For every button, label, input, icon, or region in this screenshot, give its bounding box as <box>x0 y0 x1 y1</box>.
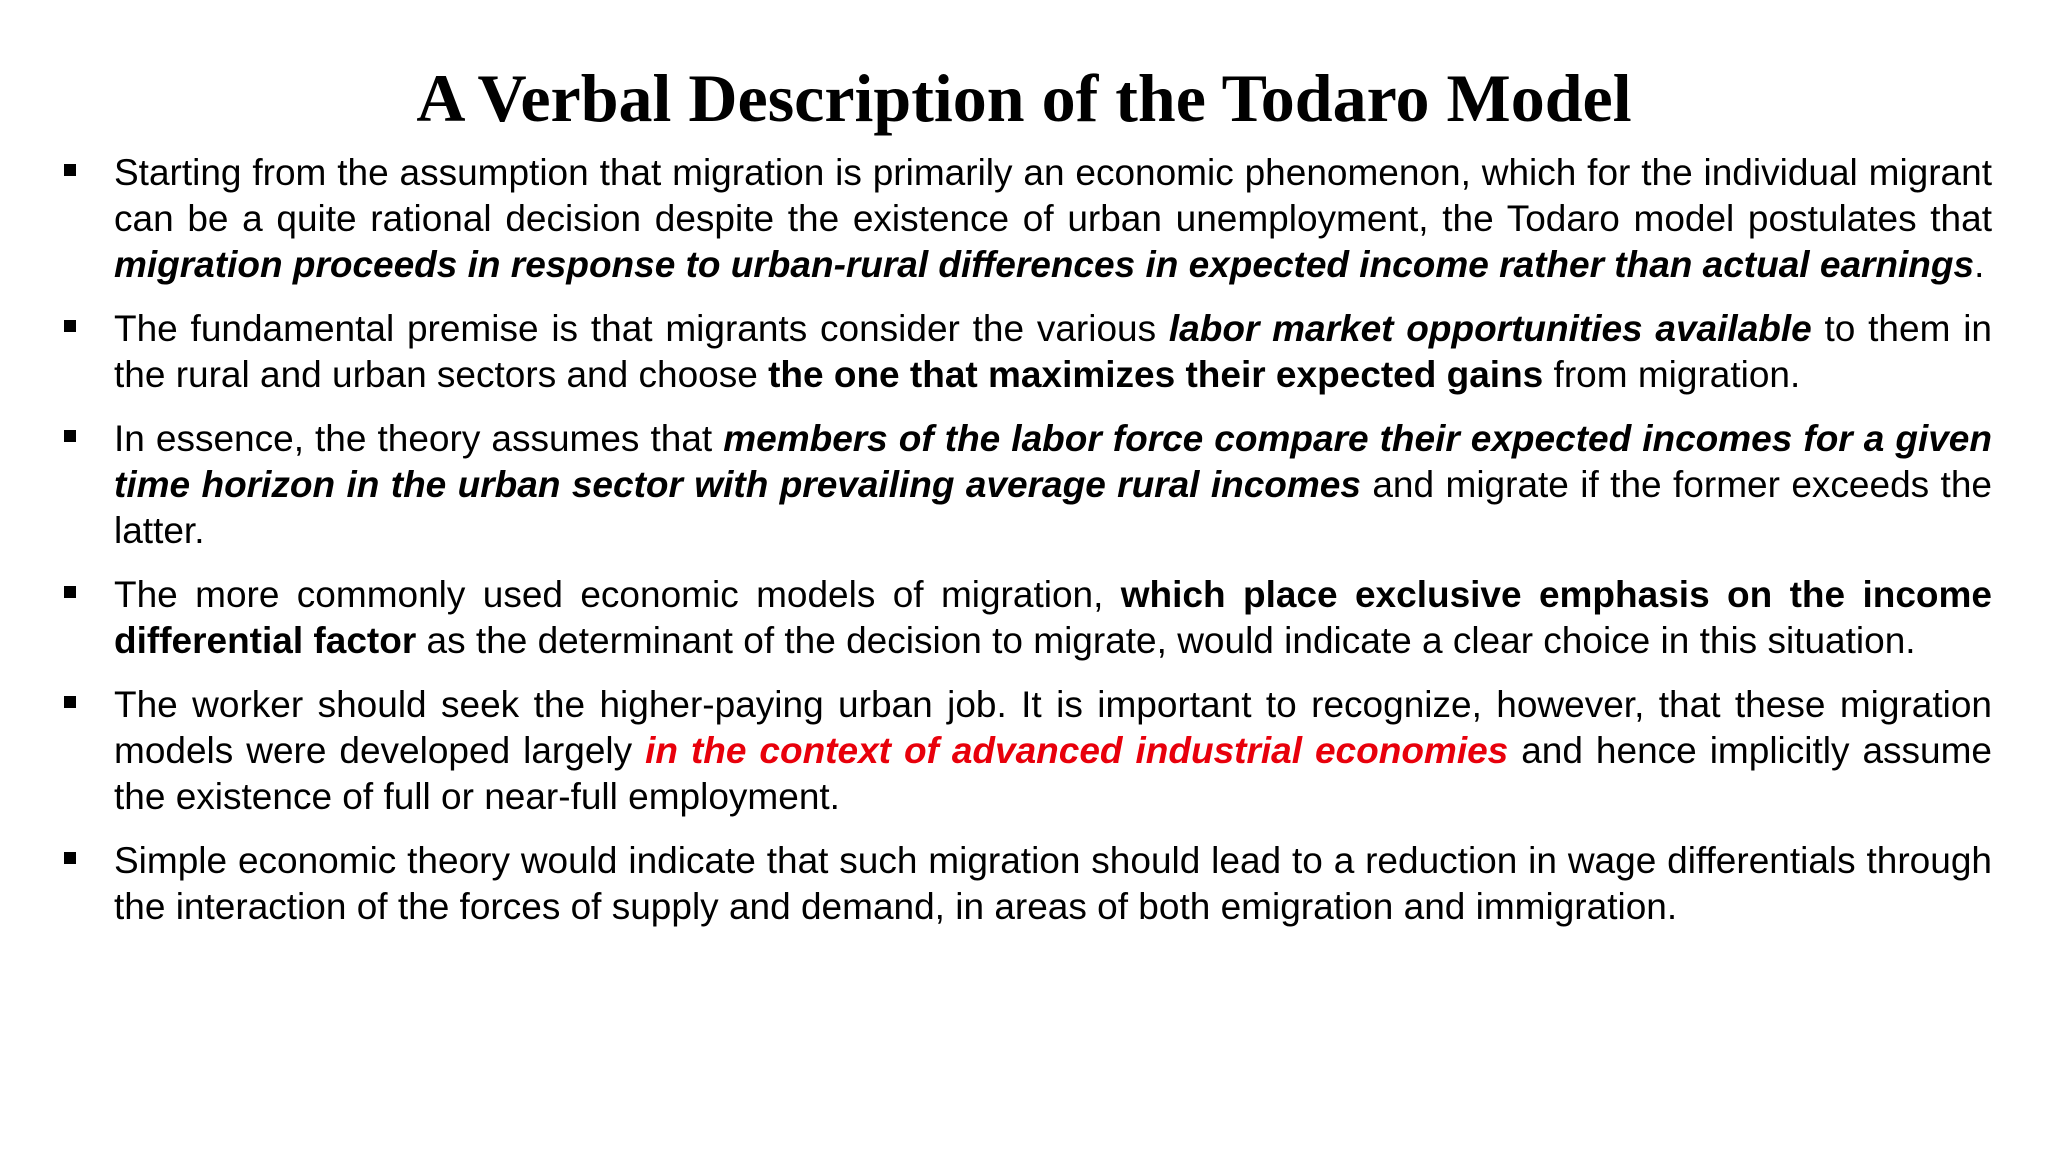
bullet-4-bold: which place exclusive emphasis on the income differential factor <box>114 574 1992 661</box>
slide-title: A Verbal Description of the Todaro Model <box>416 60 1632 136</box>
square-bullet-icon <box>64 696 76 708</box>
bullet-item-3 <box>62 416 1992 554</box>
bullet-3-end: and migrate if the former exceeds the latter. <box>114 464 1992 551</box>
bullet-1-emphasis: migration proceeds in response to urban-rural differences in expected income rather than actual earnings <box>114 244 1975 285</box>
bullet-list <box>62 150 1992 948</box>
square-bullet-icon <box>64 852 76 864</box>
bullet-item-5 <box>62 682 1992 820</box>
bullet-item-6 <box>62 838 1992 930</box>
bullet-2-text: The fundamental premise is that migrants consider the various <box>114 308 1169 349</box>
bullet-2-text-mid: to them in the rural and urban sectors and choose <box>114 308 1992 395</box>
bullet-item-4 <box>62 572 1992 664</box>
bullet-3-emphasis: members of the labor force compare their expected incomes for a given time horizon in the urban sector with prevailing average rural incomes <box>114 418 1992 505</box>
bullet-1-text: Starting from the assumption that migration is primarily an economic phenomenon, which for the individual migrant can be a quite rational decision despite the existence of urban unemployment, the Todaro model postulates that <box>114 152 1992 239</box>
square-bullet-icon <box>64 320 76 332</box>
bullet-5-end: and hence implicitly assume the existence of full or near-full employment. <box>114 730 1992 817</box>
bullet-5-text: The worker should seek the higher-paying urban job. It is important to recognize, however, that these migration models were developed largely <box>114 684 1992 771</box>
bullet-item-2 <box>62 306 1992 398</box>
square-bullet-icon <box>64 430 76 442</box>
bullet-2-bold: the one that maximizes their expected gains <box>768 354 1544 395</box>
bullet-4-text: The more commonly used economic models of migration, <box>114 574 1121 615</box>
bullet-2-end: from migration. <box>1543 354 1801 395</box>
square-bullet-icon <box>64 586 76 598</box>
bullet-4-end: as the determinant of the decision to migrate, would indicate a clear choice in this situation. <box>416 620 1916 661</box>
bullet-1-end: . <box>1974 244 1985 285</box>
bullet-3-text: In essence, the theory assumes that <box>114 418 724 459</box>
bullet-5-highlight: in the context of advanced industrial economies <box>645 730 1509 771</box>
bullet-6-text: Simple economic theory would indicate that such migration should lead to a reduction in wage differentials through the interaction of the forces of supply and demand, in areas of both emigration and immigration. <box>114 840 1992 927</box>
bullet-2-emphasis: labor market opportunities available <box>1168 308 1812 349</box>
square-bullet-icon <box>64 164 76 176</box>
bullet-item-1 <box>62 150 1992 288</box>
